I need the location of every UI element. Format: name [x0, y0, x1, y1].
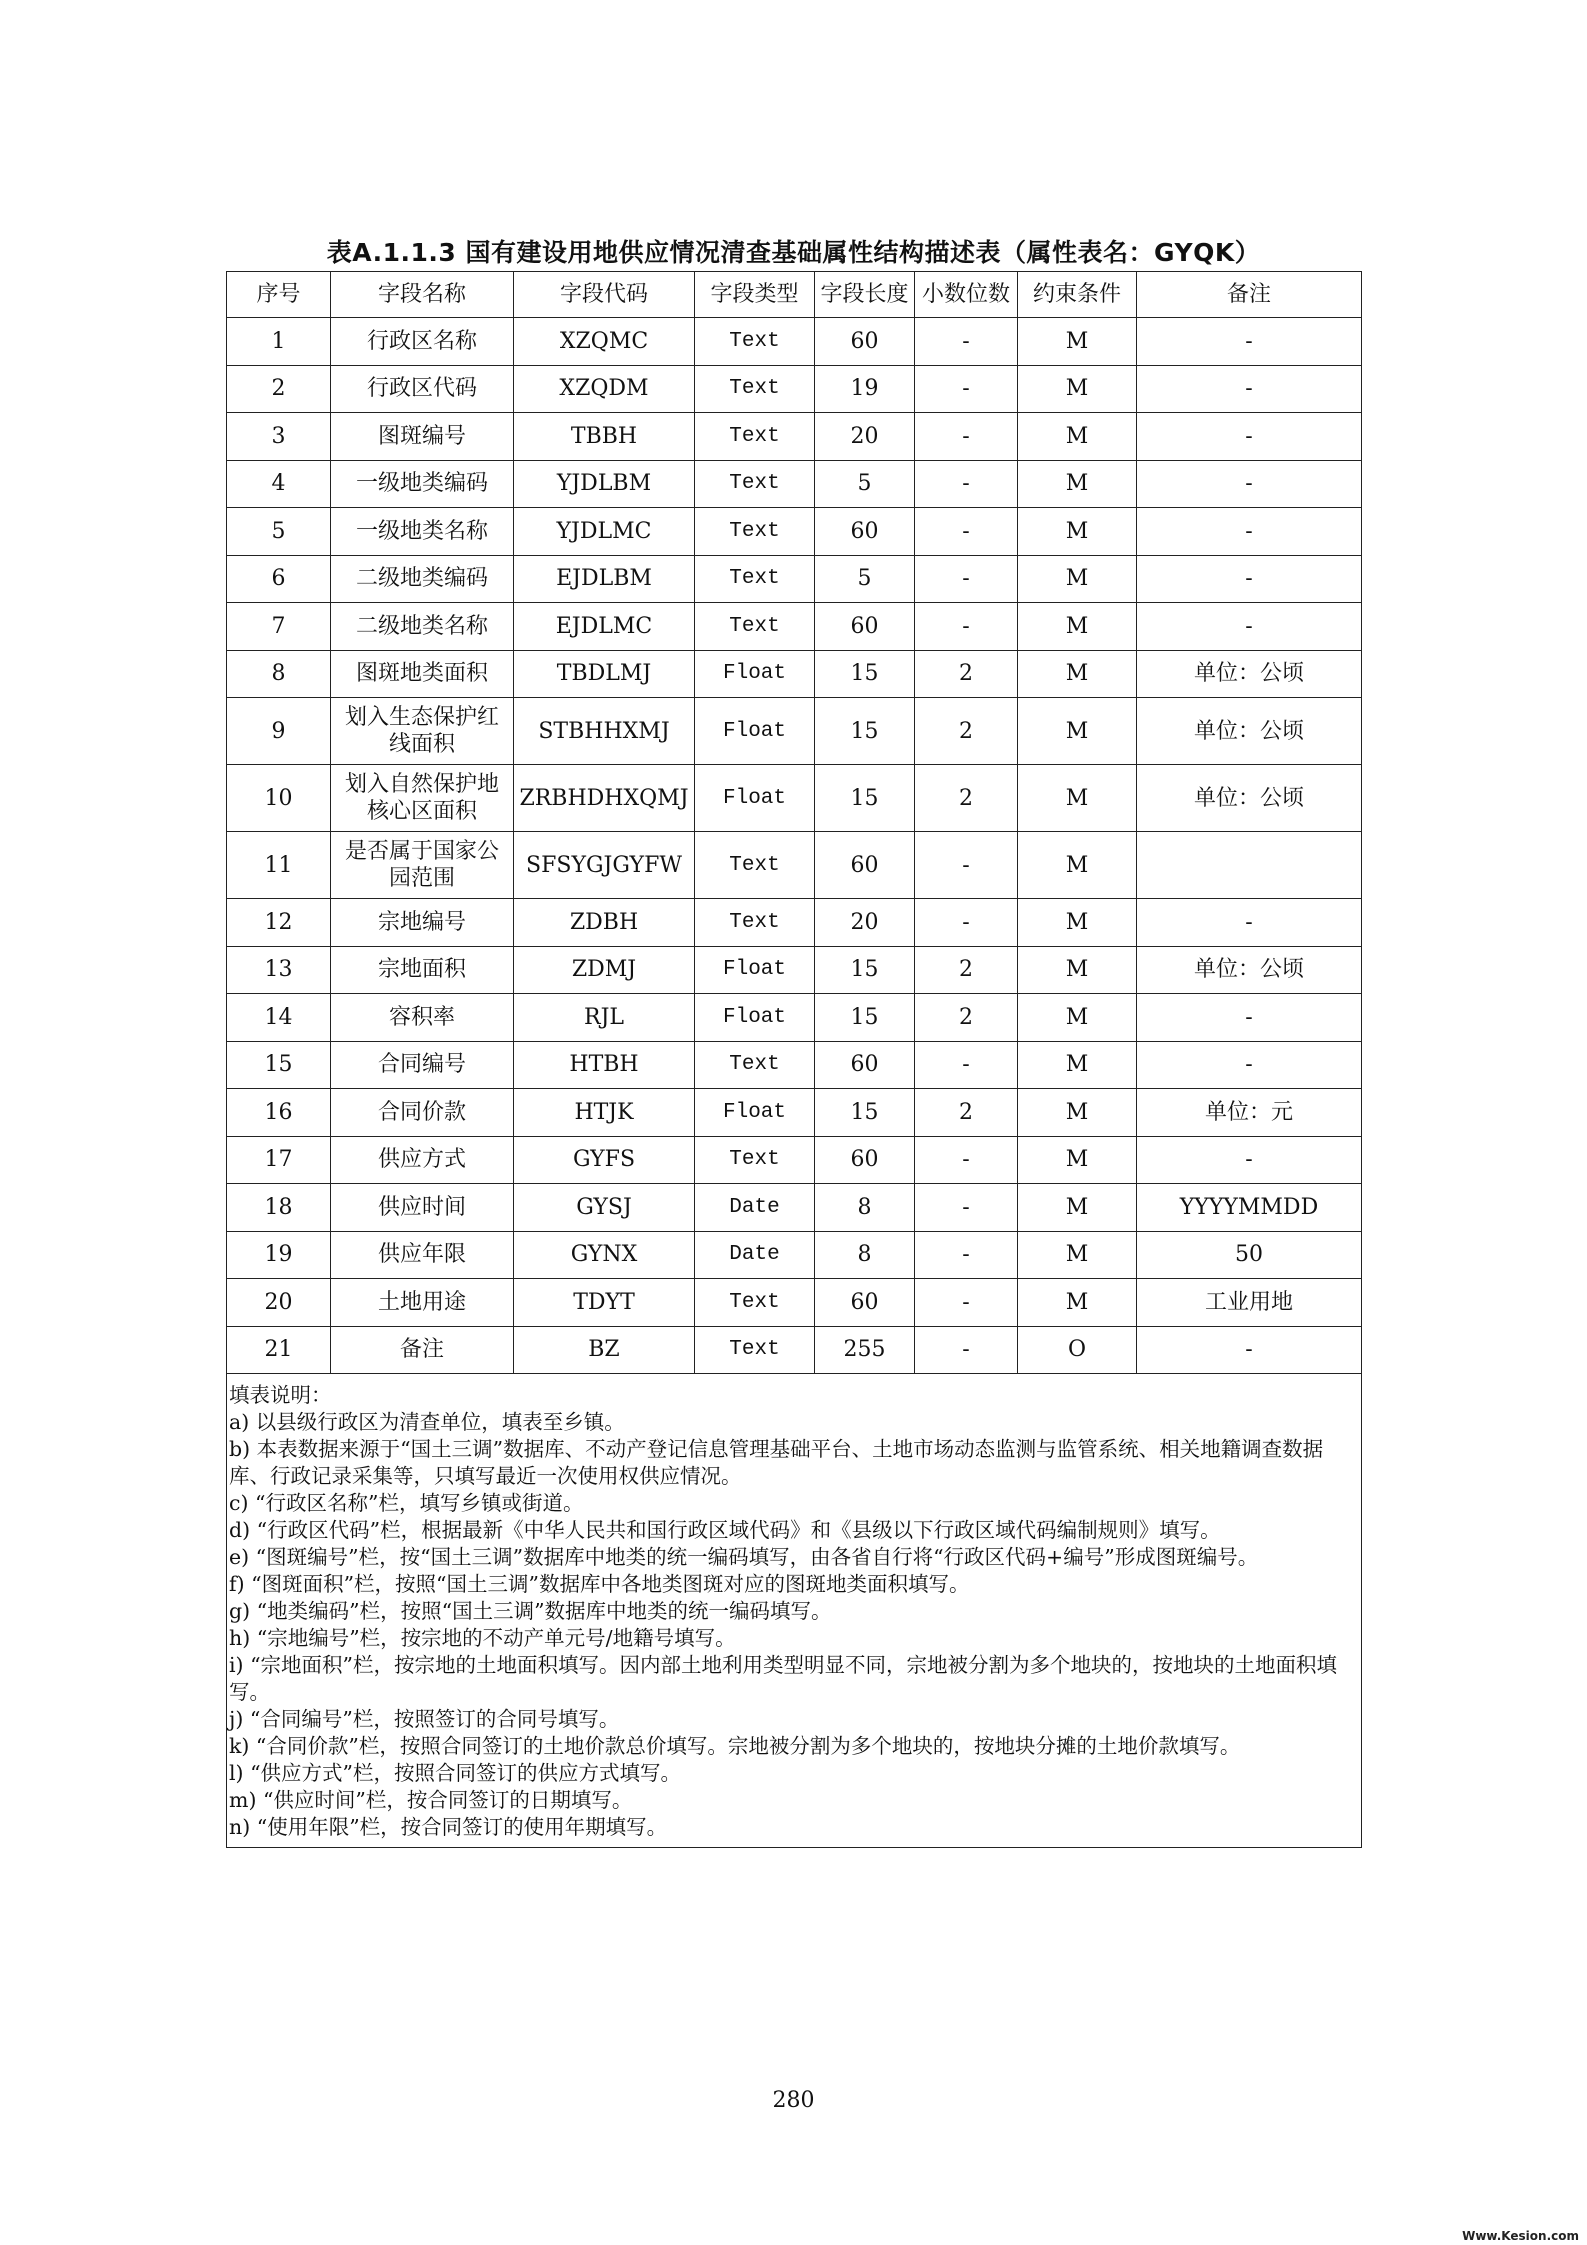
decimal-places-cell: - — [915, 1136, 1018, 1184]
remark-cell: - — [1137, 460, 1362, 508]
note-item: k) “合同价款”栏，按照合同签订的土地价款总价填写。宗地被分割为多个地块的，按地块分摊的土地价款填写。 — [229, 1734, 1241, 1758]
field-name-cell: 容积率 — [331, 994, 514, 1042]
constraint-cell: M — [1018, 1279, 1137, 1327]
field-name-cell: 图斑编号 — [331, 413, 514, 461]
field-code-cell: XZQMC — [514, 318, 695, 366]
decimal-places-cell: - — [915, 1279, 1018, 1327]
page-title: 表A.1.1.3 国有建设用地供应情况清查基础属性结构描述表（属性表名：GYQK） — [326, 238, 1261, 267]
remark-cell: - — [1137, 365, 1362, 413]
field-type-cell: Float — [695, 765, 815, 832]
decimal-places-cell: - — [915, 603, 1018, 651]
decimal-places-cell: - — [915, 365, 1018, 413]
table-row — [227, 698, 1362, 765]
remark-cell: YYYYMMDD — [1137, 1184, 1362, 1232]
decimal-places-cell: - — [915, 832, 1018, 899]
remark-cell: - — [1137, 1326, 1362, 1374]
decimal-places-cell: - — [915, 460, 1018, 508]
table-row — [227, 1326, 1362, 1374]
field-name-cell: 行政区代码 — [331, 365, 514, 413]
notes-heading: 填表说明： — [229, 1383, 332, 1407]
seq-cell: 19 — [227, 1231, 331, 1279]
table-row — [227, 1231, 1362, 1279]
table-row — [227, 1184, 1362, 1232]
table-row — [227, 1089, 1362, 1137]
field-code-cell: HTJK — [514, 1089, 695, 1137]
field-length-cell: 20 — [815, 899, 915, 947]
field-name-cell: 是否属于国家公园范围 — [331, 832, 514, 899]
decimal-places-cell: 2 — [915, 946, 1018, 994]
field-type-cell: Text — [695, 413, 815, 461]
column-header: 字段名称 — [331, 272, 514, 318]
field-code-cell: GYSJ — [514, 1184, 695, 1232]
constraint-cell: M — [1018, 994, 1137, 1042]
field-code-cell: ZDBH — [514, 899, 695, 947]
decimal-places-cell: - — [915, 1231, 1018, 1279]
field-name-cell: 二级地类名称 — [331, 603, 514, 651]
table-row — [227, 460, 1362, 508]
seq-cell: 21 — [227, 1326, 331, 1374]
seq-cell: 1 — [227, 318, 331, 366]
table-row — [227, 994, 1362, 1042]
note-item: b) 本表数据来源于“国土三调”数据库、不动产登记信息管理基础平台、土地市场动态监测与监管系统、相关地籍调查数据库、行政记录采集等，只填写最近一次使用权供应情况。 — [229, 1437, 1324, 1488]
constraint-cell: M — [1018, 318, 1137, 366]
decimal-places-cell: - — [915, 1326, 1018, 1374]
seq-cell: 20 — [227, 1279, 331, 1327]
seq-cell: 12 — [227, 899, 331, 947]
table-row — [227, 1279, 1362, 1327]
field-length-cell: 60 — [815, 1041, 915, 1089]
table-row — [227, 603, 1362, 651]
field-code-cell: ZRBHDHXQMJ — [514, 765, 695, 832]
remark-cell: - — [1137, 413, 1362, 461]
column-header: 字段类型 — [695, 272, 815, 318]
constraint-cell: M — [1018, 508, 1137, 556]
field-length-cell: 60 — [815, 832, 915, 899]
column-header: 字段代码 — [514, 272, 695, 318]
field-code-cell: TBBH — [514, 413, 695, 461]
constraint-cell: M — [1018, 765, 1137, 832]
field-length-cell: 8 — [815, 1231, 915, 1279]
remark-cell: - — [1137, 1041, 1362, 1089]
constraint-cell: M — [1018, 650, 1137, 698]
field-name-cell: 划入生态保护红线面积 — [331, 698, 514, 765]
decimal-places-cell: - — [915, 413, 1018, 461]
field-type-cell: Text — [695, 603, 815, 651]
field-name-cell: 宗地编号 — [331, 899, 514, 947]
remark-cell: 单位：公顷 — [1137, 650, 1362, 698]
constraint-cell: M — [1018, 460, 1137, 508]
field-length-cell: 60 — [815, 508, 915, 556]
note-item: a) 以县级行政区为清查单位，填表至乡镇。 — [229, 1410, 625, 1434]
field-code-cell: TBDLMJ — [514, 650, 695, 698]
remark-cell: - — [1137, 318, 1362, 366]
field-code-cell: RJL — [514, 994, 695, 1042]
field-length-cell: 5 — [815, 460, 915, 508]
remark-cell: - — [1137, 508, 1362, 556]
note-item: f) “图斑面积”栏，按照“国土三调”数据库中各地类图斑对应的图斑地类面积填写。 — [229, 1572, 970, 1596]
table-row — [227, 1041, 1362, 1089]
seq-cell: 6 — [227, 555, 331, 603]
field-length-cell: 60 — [815, 1136, 915, 1184]
table-row — [227, 318, 1362, 366]
seq-cell: 9 — [227, 698, 331, 765]
decimal-places-cell: 2 — [915, 650, 1018, 698]
remark-cell: - — [1137, 994, 1362, 1042]
seq-cell: 16 — [227, 1089, 331, 1137]
note-item: m) “供应时间”栏，按合同签订的日期填写。 — [229, 1788, 633, 1812]
fill-instructions — [227, 1374, 1362, 1848]
field-code-cell: YJDLBM — [514, 460, 695, 508]
field-type-cell: Text — [695, 365, 815, 413]
field-length-cell: 60 — [815, 1279, 915, 1327]
field-type-cell: Float — [695, 994, 815, 1042]
field-name-cell: 合同价款 — [331, 1089, 514, 1137]
field-code-cell: BZ — [514, 1326, 695, 1374]
field-type-cell: Float — [695, 698, 815, 765]
field-code-cell: XZQDM — [514, 365, 695, 413]
constraint-cell: M — [1018, 1184, 1137, 1232]
field-name-cell: 一级地类名称 — [331, 508, 514, 556]
constraint-cell: O — [1018, 1326, 1137, 1374]
field-length-cell: 15 — [815, 994, 915, 1042]
field-type-cell: Text — [695, 1279, 815, 1327]
constraint-cell: M — [1018, 1231, 1137, 1279]
field-name-cell: 合同编号 — [331, 1041, 514, 1089]
field-code-cell: SFSYGJGYFW — [514, 832, 695, 899]
remark-cell: - — [1137, 899, 1362, 947]
field-code-cell: YJDLMC — [514, 508, 695, 556]
field-type-cell: Text — [695, 832, 815, 899]
field-type-cell: Text — [695, 318, 815, 366]
table-row — [227, 1136, 1362, 1184]
note-item: e) “图斑编号”栏，按“国土三调”数据库中地类的统一编码填写，由各省自行将“行政区代码+编号”形成图斑编号。 — [229, 1545, 1259, 1569]
field-code-cell: GYFS — [514, 1136, 695, 1184]
constraint-cell: M — [1018, 899, 1137, 947]
field-code-cell: EJDLMC — [514, 603, 695, 651]
constraint-cell: M — [1018, 1041, 1137, 1089]
field-code-cell: TDYT — [514, 1279, 695, 1327]
field-length-cell: 5 — [815, 555, 915, 603]
attribute-structure-table — [226, 271, 1362, 1848]
field-length-cell: 15 — [815, 698, 915, 765]
field-length-cell: 60 — [815, 318, 915, 366]
field-length-cell: 15 — [815, 1089, 915, 1137]
field-length-cell: 15 — [815, 946, 915, 994]
field-code-cell: HTBH — [514, 1041, 695, 1089]
decimal-places-cell: 2 — [915, 994, 1018, 1042]
decimal-places-cell: - — [915, 899, 1018, 947]
seq-cell: 2 — [227, 365, 331, 413]
seq-cell: 8 — [227, 650, 331, 698]
constraint-cell: M — [1018, 603, 1137, 651]
field-code-cell: EJDLBM — [514, 555, 695, 603]
decimal-places-cell: - — [915, 1184, 1018, 1232]
table-header-row — [227, 272, 1362, 318]
constraint-cell: M — [1018, 413, 1137, 461]
field-code-cell: GYNX — [514, 1231, 695, 1279]
table-row — [227, 832, 1362, 899]
table-row — [227, 899, 1362, 947]
table-row — [227, 946, 1362, 994]
field-type-cell: Float — [695, 1089, 815, 1137]
site-watermark: Www.Kesion.com — [1462, 2229, 1579, 2243]
decimal-places-cell: 2 — [915, 698, 1018, 765]
note-item: c) “行政区名称”栏，填写乡镇或街道。 — [229, 1491, 584, 1515]
column-header: 小数位数 — [915, 272, 1018, 318]
field-type-cell: Text — [695, 1041, 815, 1089]
field-name-cell: 划入自然保护地核心区面积 — [331, 765, 514, 832]
field-name-cell: 供应方式 — [331, 1136, 514, 1184]
field-name-cell: 供应年限 — [331, 1231, 514, 1279]
field-length-cell: 15 — [815, 650, 915, 698]
decimal-places-cell: 2 — [915, 765, 1018, 832]
constraint-cell: M — [1018, 946, 1137, 994]
field-name-cell: 土地用途 — [331, 1279, 514, 1327]
remark-cell: 50 — [1137, 1231, 1362, 1279]
field-name-cell: 供应时间 — [331, 1184, 514, 1232]
note-item: l) “供应方式”栏，按照合同签订的供应方式填写。 — [229, 1761, 682, 1785]
seq-cell: 4 — [227, 460, 331, 508]
constraint-cell: M — [1018, 832, 1137, 899]
column-header: 备注 — [1137, 272, 1362, 318]
field-type-cell: Text — [695, 899, 815, 947]
field-code-cell: ZDMJ — [514, 946, 695, 994]
field-name-cell: 备注 — [331, 1326, 514, 1374]
table-row — [227, 508, 1362, 556]
field-type-cell: Float — [695, 946, 815, 994]
column-header: 序号 — [227, 272, 331, 318]
constraint-cell: M — [1018, 555, 1137, 603]
seq-cell: 17 — [227, 1136, 331, 1184]
field-type-cell: Float — [695, 650, 815, 698]
note-item: g) “地类编码”栏，按照“国土三调”数据库中地类的统一编码填写。 — [229, 1599, 832, 1623]
note-item: n) “使用年限”栏，按合同签订的使用年期填写。 — [229, 1815, 668, 1839]
field-length-cell: 19 — [815, 365, 915, 413]
note-item: h) “宗地编号”栏，按宗地的不动产单元号/地籍号填写。 — [229, 1626, 736, 1650]
remark-cell: 单位：公顷 — [1137, 765, 1362, 832]
table-row — [227, 413, 1362, 461]
field-name-cell: 行政区名称 — [331, 318, 514, 366]
field-code-cell: STBHHXMJ — [514, 698, 695, 765]
table-row — [227, 555, 1362, 603]
field-type-cell: Date — [695, 1231, 815, 1279]
constraint-cell: M — [1018, 1136, 1137, 1184]
field-name-cell: 图斑地类面积 — [331, 650, 514, 698]
table-row — [227, 650, 1362, 698]
note-item: d) “行政区代码”栏，根据最新《中华人民共和国行政区域代码》和《县级以下行政区域代码编制规则》填写。 — [229, 1518, 1221, 1542]
constraint-cell: M — [1018, 698, 1137, 765]
seq-cell: 11 — [227, 832, 331, 899]
column-header: 约束条件 — [1018, 272, 1137, 318]
table-notes-row — [227, 1374, 1362, 1848]
remark-cell: 单位：元 — [1137, 1089, 1362, 1137]
table-row — [227, 365, 1362, 413]
remark-cell: - — [1137, 555, 1362, 603]
field-length-cell: 255 — [815, 1326, 915, 1374]
note-item: i) “宗地面积”栏，按宗地的土地面积填写。因内部土地利用类型明显不同，宗地被分割为多个地块的，按地块的土地面积填写。 — [229, 1653, 1338, 1704]
decimal-places-cell: - — [915, 1041, 1018, 1089]
field-name-cell: 二级地类编码 — [331, 555, 514, 603]
remark-cell — [1137, 832, 1362, 899]
remark-cell: 单位：公顷 — [1137, 698, 1362, 765]
table-row — [227, 765, 1362, 832]
seq-cell: 10 — [227, 765, 331, 832]
seq-cell: 18 — [227, 1184, 331, 1232]
field-length-cell: 8 — [815, 1184, 915, 1232]
page-number: 280 — [772, 2088, 815, 2113]
table-body — [227, 318, 1362, 1848]
remark-cell: - — [1137, 1136, 1362, 1184]
field-type-cell: Text — [695, 508, 815, 556]
seq-cell: 14 — [227, 994, 331, 1042]
field-name-cell: 一级地类编码 — [331, 460, 514, 508]
field-type-cell: Text — [695, 1136, 815, 1184]
seq-cell: 3 — [227, 413, 331, 461]
seq-cell: 7 — [227, 603, 331, 651]
constraint-cell: M — [1018, 365, 1137, 413]
decimal-places-cell: - — [915, 555, 1018, 603]
field-type-cell: Text — [695, 555, 815, 603]
field-length-cell: 20 — [815, 413, 915, 461]
field-length-cell: 15 — [815, 765, 915, 832]
field-type-cell: Date — [695, 1184, 815, 1232]
note-item: j) “合同编号”栏，按照签订的合同号填写。 — [229, 1707, 620, 1731]
seq-cell: 5 — [227, 508, 331, 556]
column-header: 字段长度 — [815, 272, 915, 318]
decimal-places-cell: - — [915, 508, 1018, 556]
seq-cell: 13 — [227, 946, 331, 994]
field-name-cell: 宗地面积 — [331, 946, 514, 994]
field-type-cell: Text — [695, 460, 815, 508]
decimal-places-cell: - — [915, 318, 1018, 366]
field-length-cell: 60 — [815, 603, 915, 651]
constraint-cell: M — [1018, 1089, 1137, 1137]
decimal-places-cell: 2 — [915, 1089, 1018, 1137]
remark-cell: - — [1137, 603, 1362, 651]
remark-cell: 工业用地 — [1137, 1279, 1362, 1327]
seq-cell: 15 — [227, 1041, 331, 1089]
field-type-cell: Text — [695, 1326, 815, 1374]
remark-cell: 单位：公顷 — [1137, 946, 1362, 994]
